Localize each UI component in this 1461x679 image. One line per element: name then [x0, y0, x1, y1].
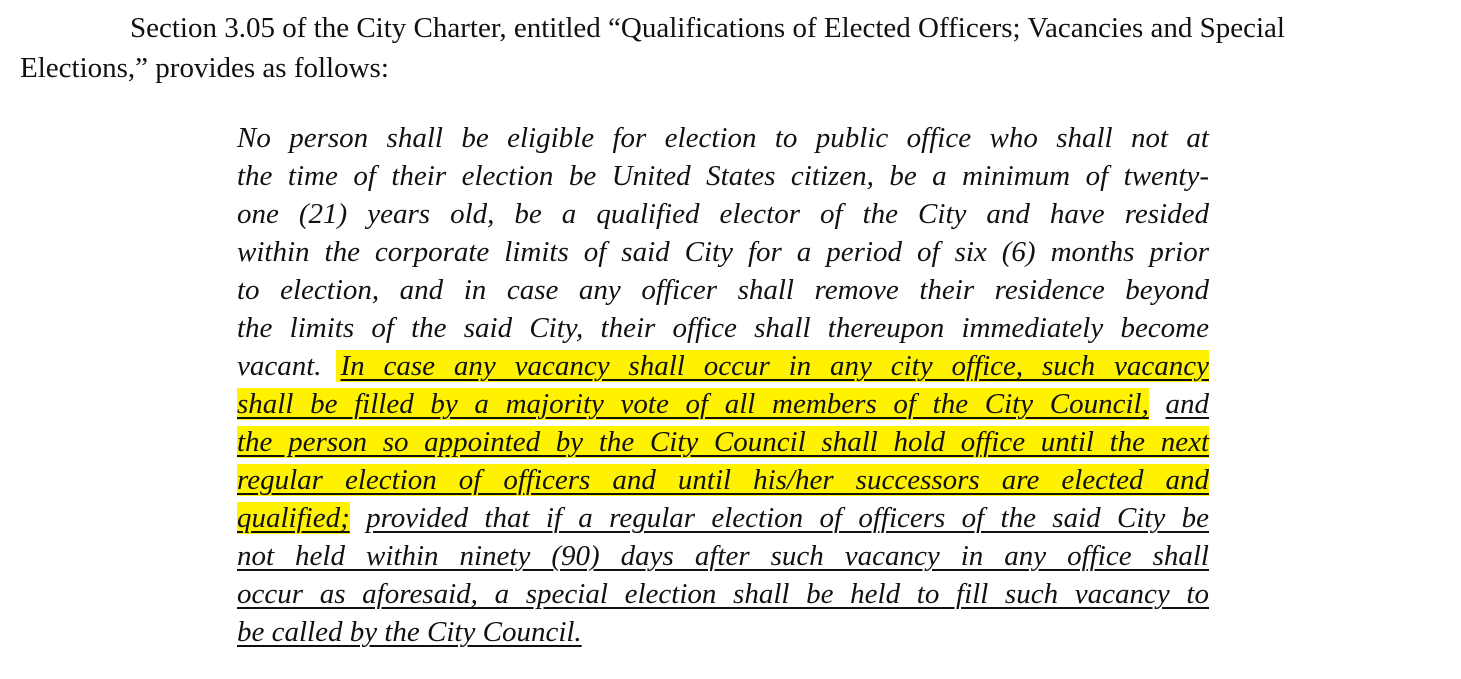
- highlighted-text: regular election of officers and until his/her successors are elected and: [237, 464, 1209, 496]
- quote-line: [237, 499, 1209, 537]
- highlighted-text: the person so appointed by the City Council shall hold office until the next: [237, 426, 1209, 458]
- highlighted-text: In case any vacancy shall occur in any city office, such vacancy: [336, 350, 1209, 382]
- quote-text: vacant.: [237, 350, 322, 382]
- charter-quote: [237, 119, 1209, 651]
- quote-line: [237, 461, 1209, 499]
- quote-line: one (21) years old, be a qualified elector of the City and have resided: [237, 198, 1209, 230]
- quote-line: No person shall be eligible for election to public office who shall not at: [237, 122, 1209, 154]
- quote-line: [237, 385, 1209, 423]
- quote-line: to election, and in case any officer shall remove their residence beyond: [237, 274, 1209, 306]
- quote-line: [237, 423, 1209, 461]
- underlined-text: not held within ninety (90) days after such vacancy in any office shall: [237, 540, 1209, 572]
- quote-line: [237, 613, 1209, 651]
- quote-line: within the corporate limits of said City for a period of six (6) months prior: [237, 236, 1209, 268]
- underlined-text: be called by the City Council.: [237, 616, 582, 648]
- underlined-text: provided that if a regular election of officers of the said City be: [366, 502, 1209, 534]
- highlighted-text: qualified;: [237, 502, 350, 534]
- underlined-text: occur as aforesaid, a special election shall be held to fill such vacancy to: [237, 578, 1209, 610]
- quote-line: the limits of the said City, their office shall thereupon immediately become: [237, 312, 1209, 344]
- quote-line: [237, 537, 1209, 575]
- highlighted-text: shall be filled by a majority vote of all members of the City Council,: [237, 388, 1149, 420]
- quote-line: [237, 575, 1209, 613]
- intro-line-1: Section 3.05 of the City Charter, entitled “Qualifications of Elected Officers; Vacancies and Special: [130, 12, 1285, 44]
- underlined-text: and: [1165, 388, 1209, 420]
- quote-line: [237, 347, 1209, 385]
- intro-paragraph: [20, 8, 1430, 88]
- quote-line: the time of their election be United States citizen, be a minimum of twenty-: [237, 160, 1209, 192]
- intro-line-2: Elections,” provides as follows:: [20, 52, 389, 84]
